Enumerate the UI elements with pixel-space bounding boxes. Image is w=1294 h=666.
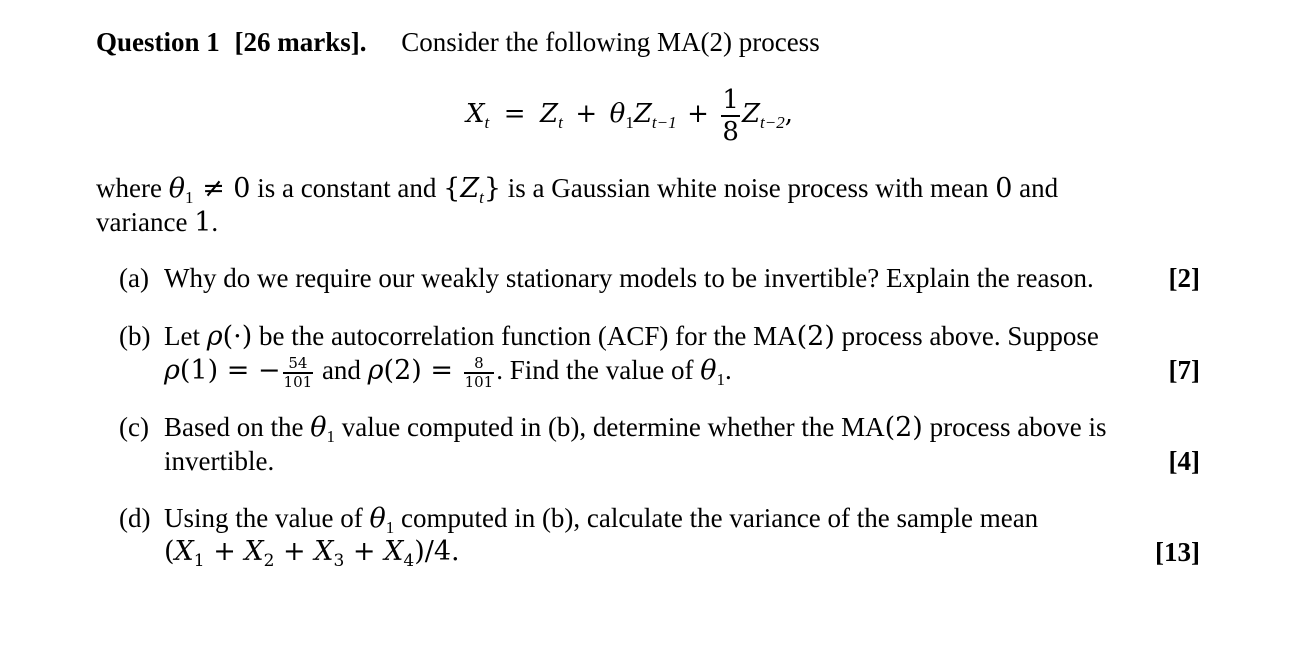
eq-equals: = [503,99,526,129]
part-b-ma-order: (2) [796,321,835,352]
eq-z3-sub: t−2 [760,113,785,132]
part-d-theta: θ [369,503,386,534]
part-d-x3: X [314,536,334,567]
part-d-plus-2: + [274,536,315,567]
part-b-line-2 [164,354,732,396]
part-c-theta: θ [310,412,327,443]
part-b-rho1-arg: (1) = − [179,355,281,386]
eq-frac-den: 8 [722,116,739,147]
part-b-end: . [724,355,732,385]
where-text-3: is a Gaussian white noise process with mean [501,173,996,203]
part-a-text: Why do we require our weakly stationary models to be invertible? Explain the reason. [164,263,1094,293]
part-d-label: (d) [119,503,151,533]
where-set-open: { [443,173,461,204]
part-d-plus-1: + [204,536,245,567]
part-b-frac-1-den: 101 [283,372,313,391]
where-neq: ≠ 0 [193,173,251,204]
part-c-ma-order: (2) [884,412,923,443]
part-b-find: . Find the value of [496,355,701,385]
eq-plus1: + [575,99,598,129]
part-b-line-1 [164,320,1099,353]
where-variance: variance [96,207,195,237]
eq-z3: Z [741,99,761,129]
where-period: . [211,207,219,237]
part-b-let: Let [164,321,207,351]
part-b-text-5: process above. Suppose [834,321,1099,351]
part-c-theta-sub: 1 [326,427,335,446]
where-one: 1 [194,207,212,238]
part-d-x1-sub: 1 [193,551,205,571]
part-c-text-2: value computed in (b), determine whether the MA [335,412,885,442]
part-b-and: and [315,355,368,385]
where-z: Z [460,173,480,204]
question-intro: Consider the following MA(2) process [401,27,820,57]
part-d-marks: [13] [1155,537,1200,567]
eq-z2-sub: t−1 [651,113,677,132]
part-b-rho-arg: (·) [222,321,253,352]
eq-theta: θ [609,99,626,129]
part-b-frac-2 [464,356,495,390]
part-b-label: (b) [119,321,151,351]
eq-z1: Z [540,99,559,129]
where-theta-sub: 1 [184,188,194,207]
question-marks: [26 marks]. [234,27,367,57]
part-a-label: (a) [119,263,149,293]
part-c-label: (c) [119,412,149,442]
where-text-4: and [1012,173,1059,203]
part-d-open: ( [164,536,175,567]
eq-lhs-sub: t [484,113,490,132]
part-d-theta-sub: 1 [385,518,395,537]
eq-plus2: + [687,99,709,129]
part-b-theta-sub: 1 [716,370,725,389]
part-b-marks: [7] [1168,355,1200,385]
eq-fraction [721,87,740,145]
part-b-frac-1-num: 54 [288,354,308,373]
part-b-rho2-arg: (2) = [383,355,462,386]
part-b-text-3: be the autocorrelation function (ACF) for the MA [252,321,797,351]
part-c-text-1: Based on the [164,412,311,442]
eq-lhs: X [466,99,485,129]
where-line-1 [96,172,1058,214]
part-c-line-1 [164,411,1107,453]
part-d-x2: X [244,536,264,567]
part-b-frac-2-num: 8 [474,354,484,373]
part-d-text-1: Using the value of [164,503,370,533]
question-header [96,26,820,58]
part-d-plus-3: + [344,536,385,567]
eq-z1-sub: t [558,113,563,132]
eq-comma: , [784,99,793,129]
where-z-sub: t [479,188,484,207]
where-set-close: } [483,173,502,204]
ma2-equation [466,82,793,155]
part-b-theta: θ [700,355,717,386]
part-d-x4-sub: 4 [403,551,415,571]
part-d-x3-sub: 3 [333,551,345,571]
eq-theta-sub: 1 [625,113,634,132]
part-d-line-2 [164,536,460,577]
part-b-rho1: ρ [164,355,180,386]
eq-z2: Z [633,99,652,129]
part-d-x2-sub: 2 [263,551,275,571]
where-text-2: is a constant and [250,173,444,203]
part-b-frac-1 [283,356,314,390]
question-title: Question 1 [96,27,220,57]
where-theta: θ [168,173,185,204]
part-b-frac-2-den: 101 [464,372,494,391]
part-c-text-4: process above is [922,412,1107,442]
part-a-marks: [2] [1168,263,1200,293]
part-d-close: )/4. [414,536,460,567]
part-c-marks: [4] [1168,446,1200,476]
part-b-rho: ρ [206,321,223,352]
part-b-rho2: ρ [367,355,384,386]
part-d-text-2: computed in (b), calculate the variance of the sample mean [394,503,1039,533]
part-d-x4: X [384,536,404,567]
eq-frac-num: 1 [722,85,739,116]
where-zero: 0 [995,173,1013,204]
part-c-line-2: invertible. [164,446,275,476]
where-line-2 [96,206,218,239]
where-word: where [96,173,162,203]
part-d-x1: X [174,536,194,567]
